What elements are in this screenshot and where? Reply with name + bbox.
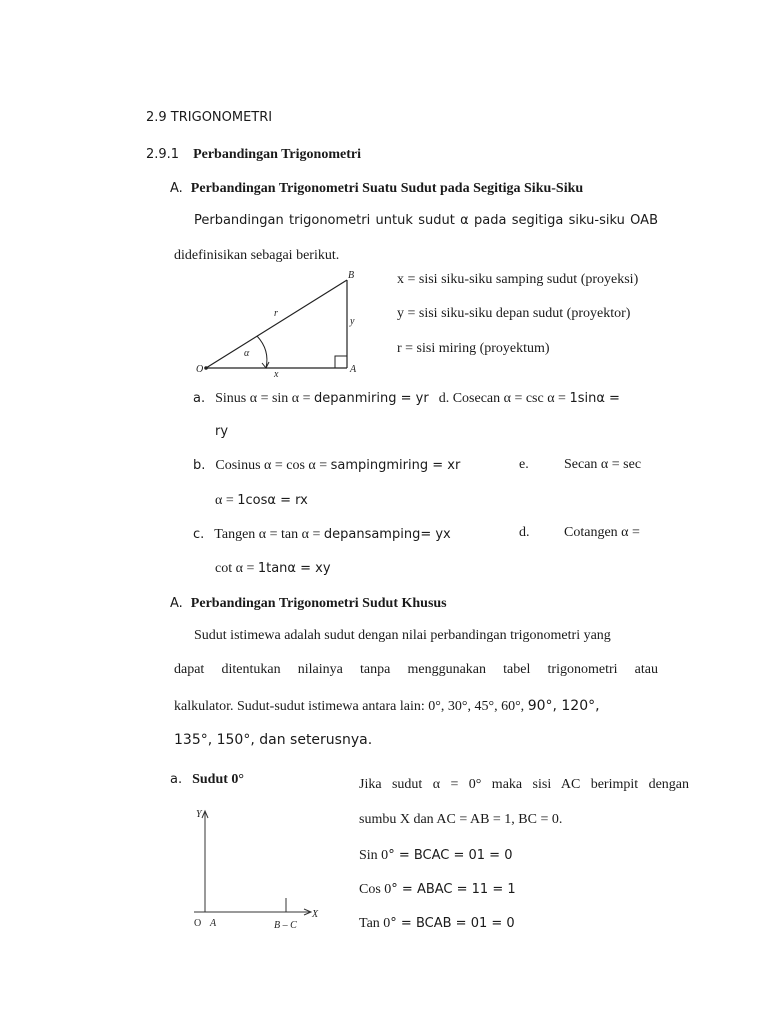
- item-c-text: Tangen α = tan α =: [214, 527, 324, 542]
- angle-arrow: [262, 362, 269, 368]
- item-c-formula: depansamping= yx: [323, 527, 451, 542]
- label-a: A: [350, 364, 357, 375]
- sudut0-marker: a.: [170, 772, 183, 787]
- part-a-title: Perbandingan Trigonometri Suatu Sudut pada Segitiga Siku-Siku: [190, 181, 584, 196]
- subsection-number: 2.9.1: [146, 147, 180, 162]
- item-a-text: Sinus α = sin α =: [215, 391, 315, 406]
- item-d-csc-text: d. Cosecan α = csc α =: [438, 391, 570, 406]
- sudut0-desc-line1: Jika sudut α = 0° maka sisi AC berimpit dengan: [359, 777, 689, 792]
- item-d-csc-result: ry: [215, 424, 229, 439]
- definition-y: y = sisi siku-siku depan sudut (proyektor): [397, 306, 631, 321]
- item-d-csc-formula: 1sinα =: [569, 391, 620, 406]
- item-d-cot-line2: [215, 559, 331, 577]
- subsection-heading: [146, 145, 361, 163]
- subsection-title: Perbandingan Trigonometri: [193, 147, 361, 162]
- part-a-intro-line2: didefinisikan sebagai berikut.: [174, 248, 340, 263]
- axis-label-o: O: [194, 918, 202, 929]
- sin0-line: [359, 846, 512, 864]
- part-b-title: Perbandingan Trigonometri Sudut Khusus: [190, 596, 447, 611]
- sudut0-heading: [170, 770, 244, 788]
- axis-label-a: A: [210, 918, 217, 929]
- part-b-angles-serif: kalkulator. Sudut-sudut istimewa antara lain: 0°, 30°, 45°, 60°,: [174, 699, 528, 714]
- item-d-cot-text: Cotangen α =: [564, 525, 640, 540]
- axis-label-bc: B – C: [274, 920, 297, 931]
- right-angle-mark: [335, 356, 347, 368]
- part-b-marker: A.: [170, 596, 183, 611]
- item-c-line: [193, 525, 451, 543]
- part-b-heading: [170, 594, 447, 612]
- part-b-para-line1: Sudut istimewa adalah sudut dengan nilai perbandingan trigonometri yang: [194, 628, 611, 643]
- sin0-label: Sin 0: [359, 848, 389, 863]
- item-e-marker: e.: [519, 457, 529, 472]
- axis-label-y: Y: [196, 809, 202, 820]
- part-a-heading: [170, 179, 583, 197]
- item-e-sec-text: Secan α = sec: [564, 457, 642, 472]
- item-a-marker: a.: [193, 391, 206, 406]
- item-d-cot-formula: 1tanα = xy: [257, 561, 331, 576]
- sudut0-title: Sudut 0°: [192, 772, 245, 787]
- item-b-text: Cosinus α = cos α =: [215, 458, 331, 473]
- sin0-formula: ° = BCAC = 01 = 0: [388, 848, 513, 863]
- tan0-label: Tan 0: [359, 916, 391, 931]
- cos0-label: Cos 0: [359, 882, 392, 897]
- item-b-line: [193, 456, 460, 474]
- tan0-formula: ° = BCAB = 01 = 0: [390, 916, 515, 931]
- part-b-angles-sans: 90°, 120°,: [527, 698, 600, 714]
- definition-r: r = sisi miring (proyektum): [397, 341, 550, 356]
- triangle-figure: [190, 264, 370, 380]
- part-b-para-line4: 135°, 150°, dan seterusnya.: [174, 732, 373, 748]
- item-c-marker: c.: [193, 527, 205, 542]
- label-o: O: [196, 364, 204, 375]
- item-b-formula: sampingmiring = xr: [330, 458, 461, 473]
- cos0-formula: ° = ABAC = 11 = 1: [391, 882, 516, 897]
- triangle-side-r: [206, 280, 347, 368]
- part-a-marker: A.: [170, 181, 183, 196]
- item-e-sec-alpha: α =: [215, 493, 238, 508]
- cos0-line: [359, 880, 516, 898]
- section-title: 2.9 TRIGONOMETRI: [146, 110, 273, 125]
- part-b-para-line3: [174, 697, 600, 715]
- part-b-para-line2: dapat ditentukan nilainya tanpa menggunakan tabel trigonometri atau: [174, 662, 658, 677]
- label-b: B: [348, 270, 355, 281]
- axis-figure: [190, 800, 330, 940]
- part-a-intro-line1: Perbandingan trigonometri untuk sudut α pada segitiga siku-siku OAB: [194, 213, 658, 228]
- label-alpha: α: [244, 348, 250, 359]
- item-d-cot-marker: d.: [519, 525, 530, 540]
- item-b-marker: b.: [193, 458, 206, 473]
- label-r: r: [274, 308, 278, 319]
- sudut0-desc-line2: sumbu X dan AC = AB = 1, BC = 0.: [359, 812, 563, 827]
- axis-label-x: X: [312, 909, 319, 920]
- definition-x: x = sisi siku-siku samping sudut (proyeksi): [397, 272, 639, 287]
- item-e-sec-formula: 1cosα = rx: [237, 493, 308, 508]
- item-a-formula: depanmiring = yr: [314, 391, 429, 406]
- label-y: y: [350, 316, 355, 327]
- vertex-o: [204, 366, 208, 370]
- item-e-sec-line2: [215, 491, 308, 509]
- item-d-cot-alpha: cot α =: [215, 561, 258, 576]
- item-a-line: [193, 389, 620, 407]
- tan0-line: [359, 914, 515, 932]
- label-x: x: [274, 369, 279, 380]
